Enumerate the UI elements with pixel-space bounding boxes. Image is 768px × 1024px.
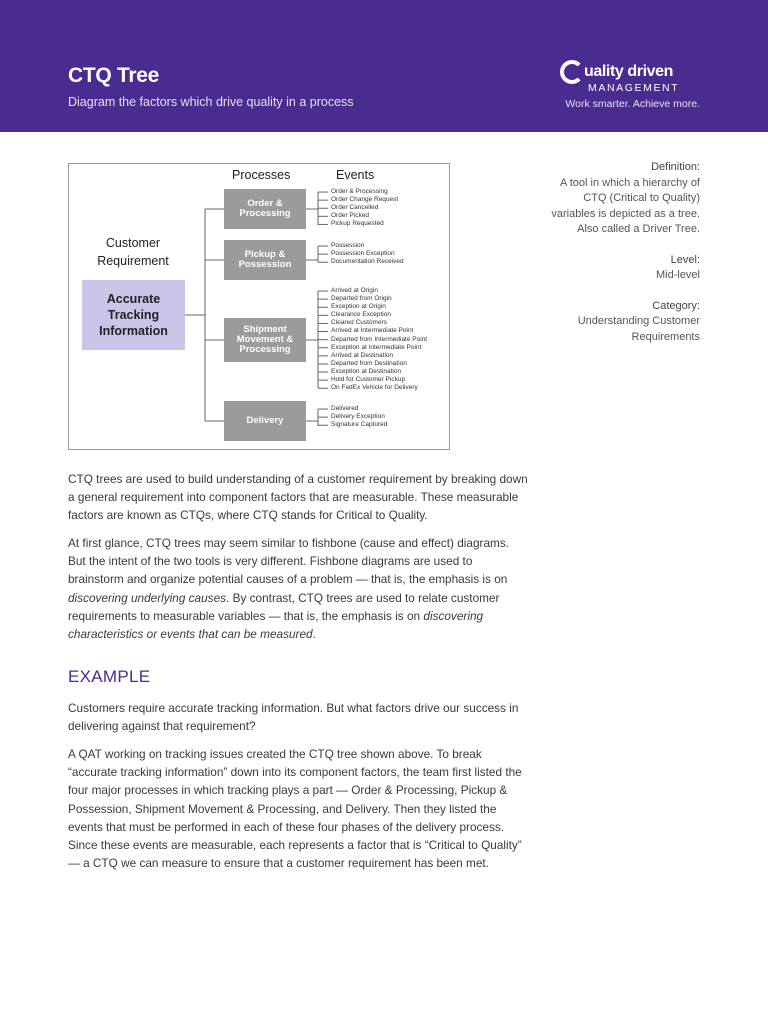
- event-item: Possession Exception: [331, 250, 395, 258]
- event-item: Order & Processing: [331, 188, 388, 195]
- root-requirement-box: Accurate Tracking Information: [82, 280, 185, 350]
- events-list-shipment: [331, 287, 427, 392]
- comparison-paragraph: [68, 534, 528, 643]
- process-order-processing: Order & Processing: [224, 189, 306, 229]
- process-shipment-movement: Shipment Movement & Processing: [224, 318, 306, 362]
- level-value: Mid-level: [655, 269, 700, 281]
- category-label: Category:: [652, 299, 700, 312]
- p2-emphasis-2: discovering characteristics or events that can be measured: [68, 608, 484, 642]
- page-header: [0, 0, 768, 132]
- paragraph-2: [68, 534, 528, 643]
- event-item: Clearance Exception: [331, 311, 391, 319]
- event-item: Hold for Customer Pickup: [331, 376, 406, 384]
- events-list-order: [331, 188, 398, 228]
- p2-emphasis-1: discovering underlying causes: [68, 590, 227, 605]
- paragraph-4: A QAT working on tracking issues created the CTQ tree shown above. To break “accurate tracking information” down into its component factors, the team first listed the four major processes in which tracking plays a part — Order & Processing, Pickup & Possession, Shipment Movement & Processing, and Delivery. Then they listed the events that must be performed in each of these four phases of the delivery process. Since these events are measurable, each represents a factor that is “Critical to Quality” — a CTQ we can measure to ensure that a customer requirement has been met.: [68, 747, 522, 871]
- event-item: Departed from Intermediate Point: [331, 335, 428, 343]
- process-delivery: Delivery: [224, 401, 306, 441]
- event-item: Exception at Origin: [331, 303, 386, 311]
- event-item: Pickup Requested: [331, 220, 384, 228]
- example-explanation: [68, 745, 528, 872]
- definition-sidebar: [540, 160, 700, 345]
- paragraph-1: CTQ trees are used to build understanding of a customer requirement by breaking down a general requirement into component factors that are measurable. These measurable factors are known as CTQs, where CTQ stands for Critical to Quality.: [68, 472, 528, 523]
- event-item: Order Cancelled: [331, 204, 379, 212]
- customer-requirement-label: Customer Requirement: [97, 236, 169, 268]
- brand-logo: [550, 60, 700, 120]
- event-item: Signature Captured: [331, 421, 388, 429]
- event-item: Documentation Received: [331, 258, 404, 266]
- event-item: Departed from Origin: [331, 295, 392, 303]
- intro-paragraph: [68, 470, 528, 525]
- event-item: On FedEx Vehicle for Delivery: [331, 384, 418, 392]
- definition-label: Definition:: [651, 161, 700, 173]
- example-question: [68, 699, 528, 735]
- page-subtitle: Diagram the factors which drive quality in a process: [68, 95, 354, 109]
- event-item: Delivery Exception: [331, 413, 385, 421]
- tagline: Work smarter. Achieve more.: [565, 98, 700, 110]
- processes-column-header: Processes: [232, 168, 291, 182]
- logo-subtitle: MANAGEMENT: [588, 82, 680, 94]
- page-title: CTQ Tree: [68, 64, 159, 87]
- definition-text: A tool in which a hierarchy of CTQ (Critical to Quality) variables is depicted as a tree. Also called a Driver Tree.: [551, 176, 700, 235]
- event-item: Arrived at Origin: [331, 287, 378, 294]
- event-item: Order Change Request: [331, 196, 399, 204]
- logo-q-icon: [560, 60, 584, 84]
- paragraph-3: Customers require accurate tracking information. But what factors drive our success in delivering against that requirement?: [68, 701, 519, 734]
- process-pickup-possession: Pickup & Possession: [224, 240, 306, 280]
- p2-text-a: At first glance, CTQ trees may seem similar to fishbone (cause and effect) diagrams. But the intent of the two tools is very different. Fishbone diagrams are used to brainstorm and organize potential causes of a problem — that is, the emphasis is on: [68, 536, 510, 587]
- p2-text-c: .: [312, 627, 316, 642]
- event-item: Exception at Destination: [331, 367, 402, 375]
- event-item: Exception at Intermediate Point: [331, 343, 422, 351]
- p2-text-b: . By contrast, CTQ trees are used to relate customer requirements to measurable variables — that is, the emphasis is on: [68, 590, 500, 623]
- event-item: Delivered: [331, 405, 359, 412]
- events-list-pickup: [331, 242, 404, 266]
- event-item: Possession: [331, 242, 365, 249]
- example-heading: EXAMPLE: [68, 667, 151, 686]
- events-list-delivery: [331, 405, 387, 429]
- event-item: Cleared Customers: [331, 319, 387, 327]
- category-value: Understanding Customer Requirements: [577, 315, 700, 343]
- events-column-header: Events: [336, 168, 375, 182]
- ctq-tree-diagram: [68, 163, 450, 450]
- event-item: Arrived at Intermediate Point: [331, 327, 414, 335]
- event-item: Order Picked: [331, 212, 369, 220]
- event-item: Departed from Destination: [331, 359, 407, 367]
- logo-wordmark: uality driven: [584, 63, 674, 80]
- event-item: Arrived at Destination: [331, 351, 394, 359]
- level-label: Level:: [670, 253, 700, 266]
